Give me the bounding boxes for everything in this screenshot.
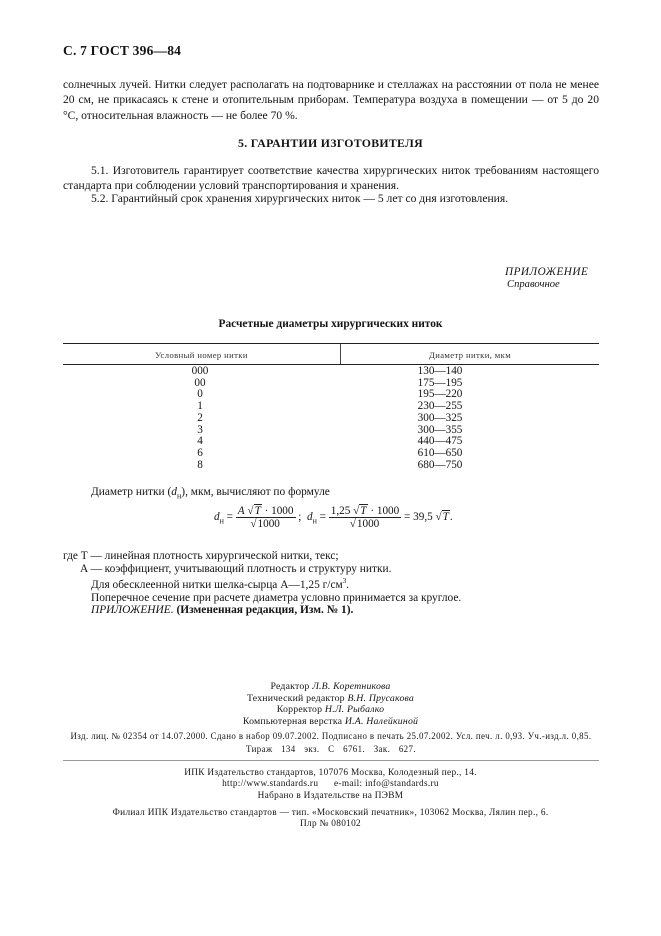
credit-tech-editor: Технический редактор В.Н. Прусакова	[246, 692, 415, 704]
table-cell: 610—650	[417, 446, 463, 459]
page-header: С. 7 ГОСТ 396—84	[63, 43, 182, 58]
credit-corrector: Корректор Н.Л. Рыбалко	[276, 704, 385, 716]
publisher-line-1: ИПК Издательство стандартов, 107076 Москва, Колодезный пер., 14.	[184, 768, 477, 778]
table-cell: 2	[197, 411, 203, 424]
table-column-numbers	[150, 366, 250, 471]
table-cell: 680—750	[417, 458, 463, 471]
formula-intro: Диаметр нитки $(d_н)$, мкм, вычисляют по формуле	[91, 486, 330, 501]
table-cell: 00	[194, 376, 206, 389]
table-header-diameter: Диаметр нитки, мкм	[428, 350, 512, 360]
table-cell: 440—475	[417, 435, 463, 448]
diameter-formula: $d_н$ = $\frac{A √T \cdot 1000}{√1000}$ ; $d_н$ = $\frac{1,25 √T \cdot 1000}{√1000}$ = 39,5 √T.	[214, 505, 453, 530]
table-cell: 000	[191, 365, 209, 377]
table-title: Расчетные диаметры хирургических ниток	[218, 318, 443, 330]
credit-editor: Редактор Л.В. Коретникова	[270, 681, 391, 692]
table-cell: 3	[197, 423, 203, 436]
table-column-diameters	[388, 366, 492, 471]
table-cell: 195—220	[417, 388, 463, 401]
imprint-line-1: Изд. лиц. № 02354 от 14.07.2000. Сдано в набор 09.07.2002. Подписано в печать 25.07.2002. Усл. печ. л. 0,93. Уч.-изд.л. 0,85.	[70, 731, 592, 741]
appendix-label: ПРИЛОЖЕНИЕ	[505, 266, 589, 278]
imprint-rule	[63, 760, 599, 761]
imprint-line-2: Тираж 134 экз. С 6761. Зак. 627.	[246, 744, 416, 754]
appendix-subtitle: Справочное	[507, 279, 560, 290]
credits-block	[0, 681, 661, 727]
table-header-number: Условный номер нитки	[155, 350, 248, 360]
section-paragraph-5-1: 5.1. Изготовитель гарантирует соответствие качества хирургических ниток требованиям настоящего стандарта при соблюдении условий транспортирования и хранения.	[63, 164, 599, 193]
publisher-block	[0, 768, 661, 830]
formula-notes	[63, 550, 461, 617]
table-cell: 8	[197, 458, 203, 471]
table-cell: 230—255	[417, 400, 463, 413]
publisher-line-5: Плр № 080102	[299, 819, 361, 830]
table-cell: 175—195	[417, 376, 463, 389]
formula-fraction-2: $\frac{1,25 √T \cdot 1000}{√1000}$	[330, 505, 400, 530]
table-cell: 6	[197, 446, 203, 459]
table-header-rule	[63, 364, 599, 365]
note-line-5: ПРИЛОЖЕНИЕ. (Измененная редакция, Изм. № 1).	[91, 604, 354, 617]
table-cell: 4	[197, 435, 203, 448]
note-line-1: где T — линейная плотность хирургической нитки, текс;	[63, 550, 339, 562]
table-cell: 300—355	[417, 423, 463, 436]
note-line-3: Для обесклеенной нитки шелка-сырца A—1,25 $г/см^3$.	[91, 577, 350, 591]
section-title: 5. ГАРАНТИИ ИЗГОТОВИТЕЛЯ	[238, 136, 423, 150]
table-cell: 0	[197, 388, 203, 401]
section-paragraph-5-2: 5.2. Гарантийный срок хранения хирургических ниток — 5 лет со дня изготовления.	[91, 192, 509, 205]
publisher-line-2: http://www.standards.ru e-mail: info@standards.ru	[222, 779, 439, 790]
note-line-2: A — коэффициент, учитывающий плотность и структуру нитки.	[80, 562, 392, 575]
note-line-4: Поперечное сечение при расчете диаметра условно принимается за круглое.	[91, 591, 462, 604]
publisher-line-4: Филиал ИПК Издательство стандартов — тип. «Московский печатник», 103062 Москва, Лялин пер., 6.	[112, 807, 549, 818]
table-cell: 1	[197, 400, 203, 413]
credit-layout: Компьютерная верстка И.А. Налейкиной	[242, 715, 419, 727]
intro-paragraph: солнечных лучей. Нитки следует располагать на подтоварнике и стеллажах на расстоянии от пола не менее 20 см, не прикасаясь к стене и отопительным приборам. Температура воздуха в помещении — от 5 до 20 °С, относительная влажность — не более 70 %.	[63, 78, 599, 122]
publisher-line-3: Набрано в Издательстве на ПЭВМ	[257, 790, 404, 801]
formula-fraction-1: $\frac{A √T \cdot 1000}{√1000}$	[237, 505, 294, 530]
table-top-rule	[63, 343, 599, 344]
table-cell: 300—325	[417, 411, 463, 424]
table-cell: 130—140	[417, 365, 463, 377]
